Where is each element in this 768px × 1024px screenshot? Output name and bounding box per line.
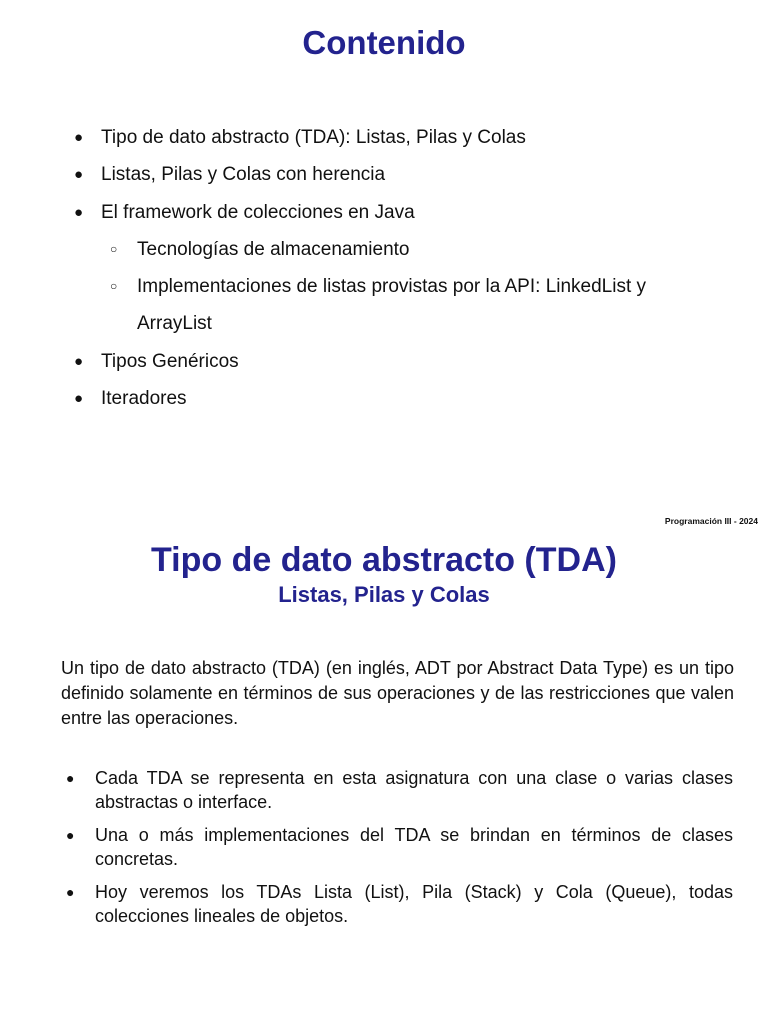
list-item	[0, 194, 768, 231]
bullet-icon: ●	[74, 352, 84, 370]
slide-contenido	[0, 0, 768, 510]
list-item-text: Tipos Genéricos	[101, 350, 239, 372]
bullet-icon: ●	[66, 770, 75, 786]
slide-tda	[0, 512, 768, 1024]
list-item	[0, 823, 733, 871]
list-item	[0, 766, 733, 814]
list-item	[0, 156, 768, 193]
hollow-bullet-icon: ○	[110, 241, 118, 256]
contents-list	[0, 119, 768, 417]
list-item	[0, 380, 768, 417]
list-item-text: Hoy veremos los TDAs Lista (List), Pila (Stack) y Cola (Queue), todas colecciones lineales de objetos.	[95, 882, 733, 926]
bullet-icon: ●	[74, 129, 84, 146]
list-item-text: Cada TDA se representa en esta asignatura con una clase o varias clases abstractas o interface.	[95, 768, 733, 812]
bullet-icon: ●	[66, 884, 75, 900]
points-list	[0, 766, 768, 937]
slide-subtitle: Listas, Pilas y Colas	[278, 582, 490, 607]
list-item-text: Tecnologías de almacenamiento	[137, 238, 410, 260]
list-item-text: Una o más implementaciones del TDA se brindan en términos de clases concretas.	[95, 825, 733, 869]
list-item-text: El framework de colecciones en Java	[101, 201, 415, 223]
slide-title: Tipo de dato abstracto (TDA)	[151, 541, 617, 579]
bullet-icon: ●	[74, 390, 84, 408]
course-footer: Programación III - 2024	[664, 516, 758, 526]
sub-list-item	[0, 231, 697, 268]
bullet-icon: ●	[74, 203, 84, 221]
list-item-text: Iteradores	[101, 388, 187, 410]
list-item	[0, 880, 733, 928]
list-item	[0, 119, 768, 156]
sub-list-item	[0, 268, 697, 343]
list-item-text: Listas, Pilas y Colas con herencia	[101, 164, 386, 186]
hollow-bullet-icon: ○	[110, 279, 118, 294]
intro-paragraph: Un tipo de dato abstracto (TDA) (en inglés, ADT por Abstract Data Type) es un tipo definido solamente en términos de sus operaciones y de las restricciones que valen entre las operaciones.	[61, 658, 734, 728]
slide-title: Contenido	[302, 24, 466, 61]
list-item-text: Implementaciones de listas provistas por la API: LinkedList y ArrayList	[137, 276, 647, 335]
list-item	[0, 343, 768, 380]
bullet-icon: ●	[74, 166, 84, 184]
bullet-icon: ●	[66, 827, 75, 843]
list-item-text: Tipo de dato abstracto (TDA): Listas, Pilas y Colas	[101, 127, 526, 148]
